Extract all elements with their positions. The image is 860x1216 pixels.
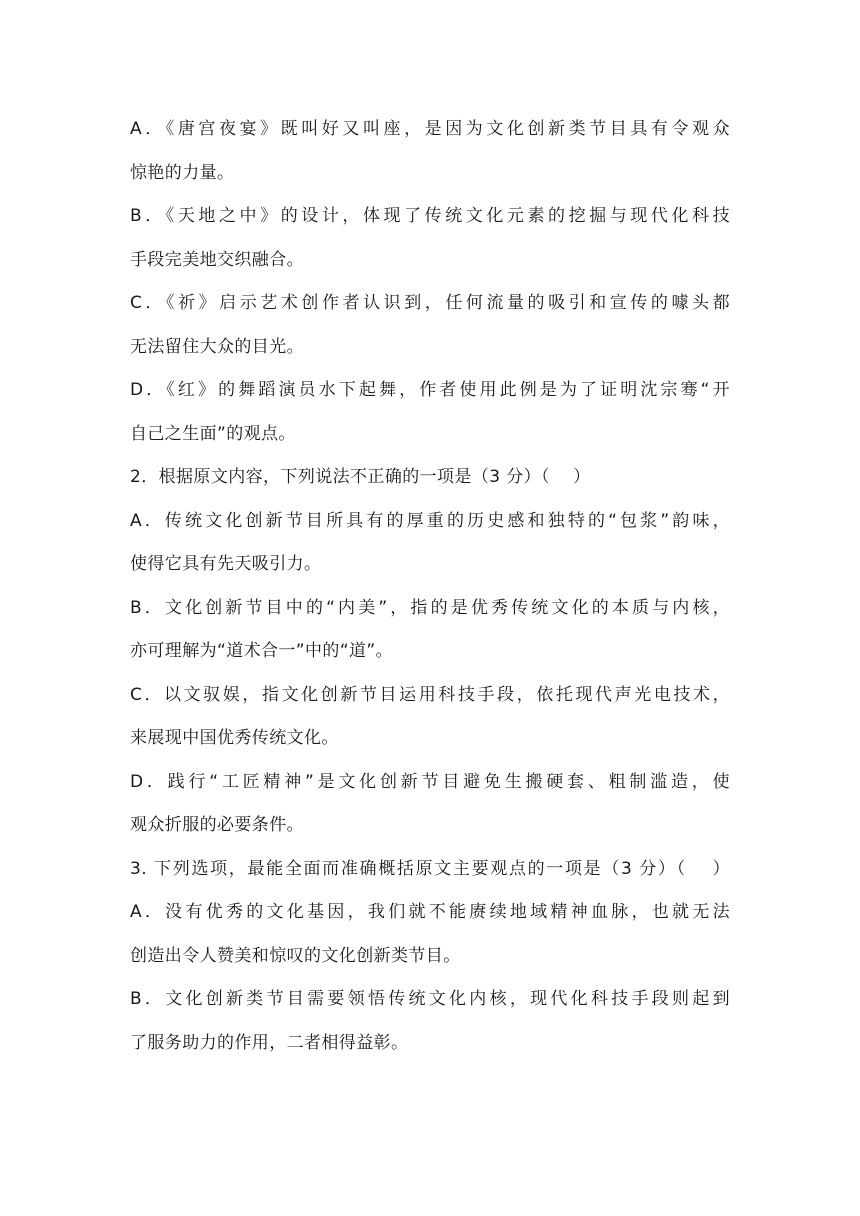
option-c-q2-line2: 来展现中国优秀传统文化。 [130,728,339,748]
question-3-title: 3. 下列选项，最能全面而准确概括原文主要观点的一项是（3 分）（ ） [130,858,730,879]
option-d-q2-line1: D．践行“工匠精神”是文化创新节目避免生搬硬套、粗制滥造，使 [130,771,730,792]
option-c-q1-line2: 无法留住大众的目光。 [130,336,304,357]
option-a-q1-line1: A．《唐宫夜宴》既叫好又叫座，是因为文化创新类节目具有令观众 [130,119,730,139]
document-body [130,108,730,1065]
option-d-q1-line1: D．《红》的舞蹈演员水下起舞，作者使用此例是为了证明沈宗骞“开 [130,380,730,400]
option-b-q2-line2: 亦可理解为“道术合一”中的“道”。 [130,641,394,661]
option-a-q3-line2: 创造出令人赞美和惊叹的文化创新类节目。 [130,945,461,966]
option-b-q1-line1: B．《天地之中》的设计，体现了传统文化元素的挖掘与现代化科技 [130,206,730,226]
option-b-q1-line2: 手段完美地交织融合。 [130,249,304,270]
option-d-q1-line2: 自己之生面”的观点。 [130,423,296,444]
option-b-q2-line1: B．文化创新节目中的“内美”，指的是优秀传统文化的本质与内核， [130,597,730,618]
option-a-q2-line1: A．传统文化创新节目所具有的厚重的历史感和独特的“包浆”韵味， [130,510,730,531]
option-c-q1-line1: C．《祈》启示艺术创作者认识到，任何流量的吸引和宣传的噱头都 [130,293,730,313]
option-d-q2-line2: 观众折服的必要条件。 [130,815,304,835]
option-b-q3-line2: 了服务助力的作用，二者相得益彰。 [130,1032,409,1053]
question-2-title: 2．根据原文内容，下列说法不正确的一项是（3 分）（ ） [130,467,591,487]
option-a-q1-line2: 惊艳的力量。 [130,162,235,183]
option-a-q3-line1: A．没有优秀的文化基因，我们就不能赓续地域精神血脉，也就无法 [130,902,730,922]
option-a-q2-line2: 使得它具有先天吸引力。 [130,554,322,574]
option-b-q3-line1: B．文化创新类节目需要领悟传统文化内核，现代化科技手段则起到 [130,989,730,1009]
option-c-q2-line1: C．以文驭娱，指文化创新节目运用科技手段，依托现代声光电技术， [130,684,730,705]
